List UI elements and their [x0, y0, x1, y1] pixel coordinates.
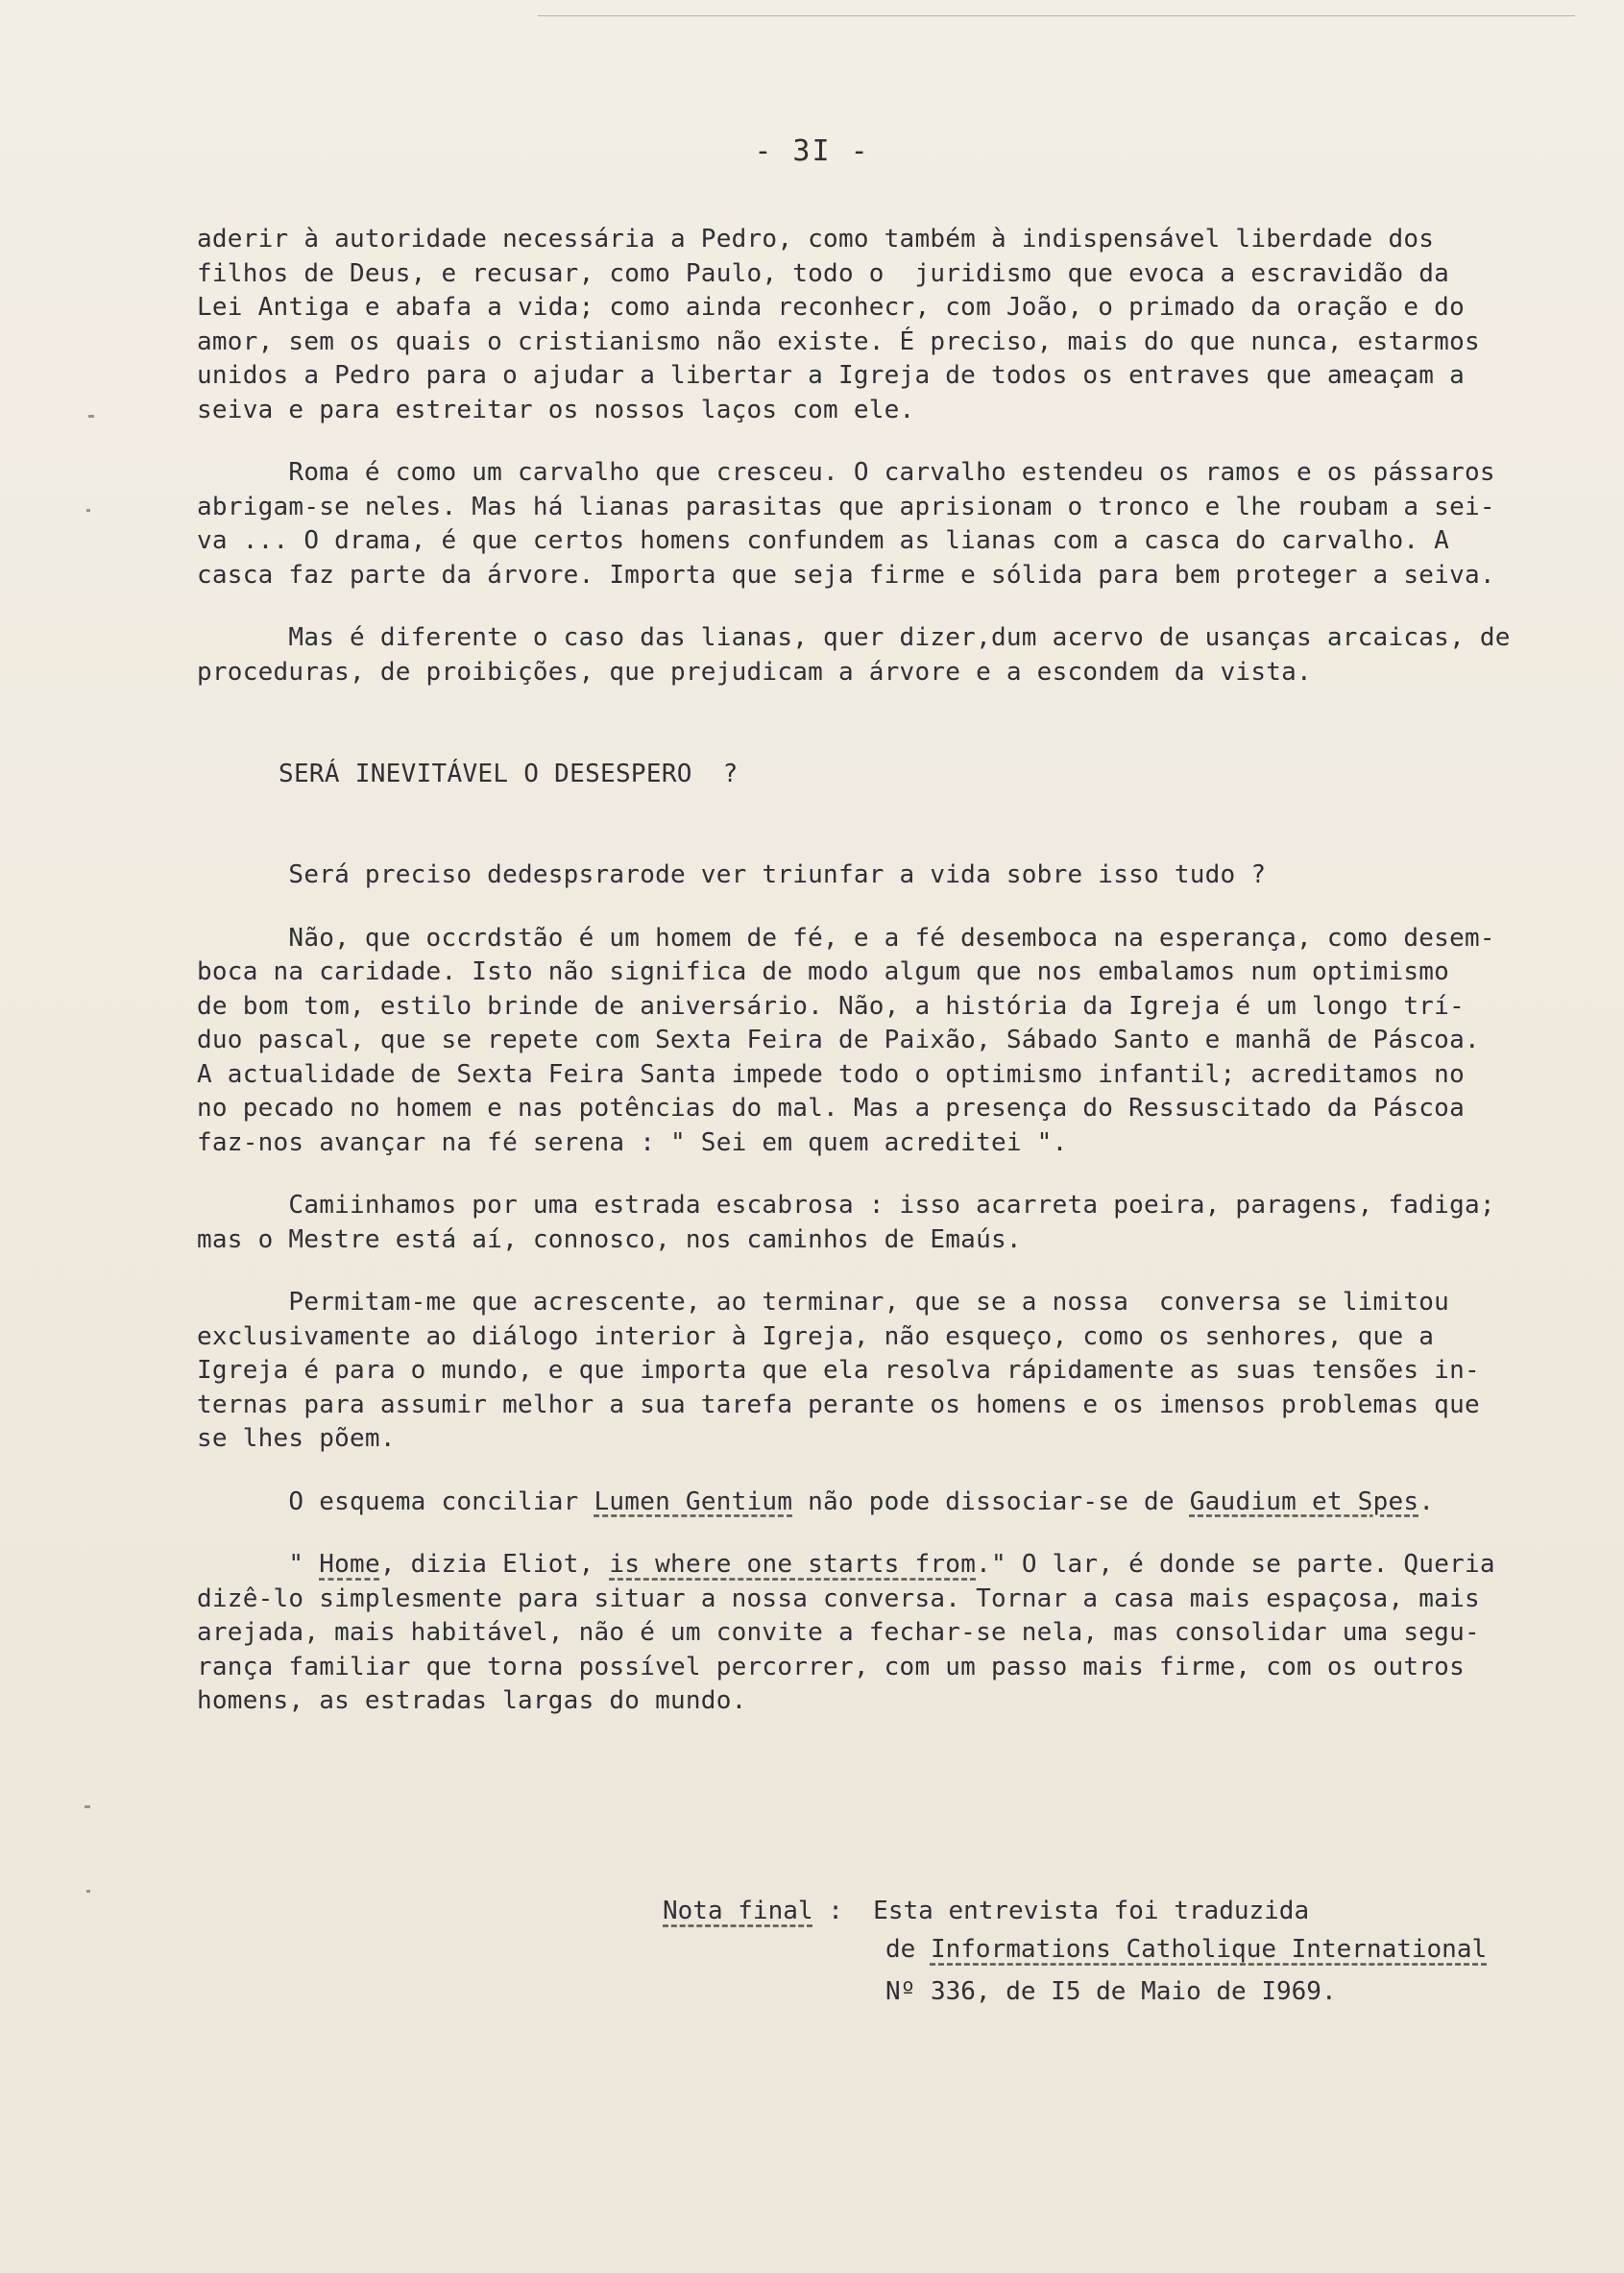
text-line: Permitam-me que acrescente, ao terminar, que se a nossa conversa se limitou [197, 1288, 1450, 1317]
text-line: mas o Mestre está aí, connosco, nos caminhos de Emaús. [197, 1224, 1022, 1254]
text-line: va ... O drama, é que certos homens confundem as lianas com a casca do carvalho. A [197, 526, 1450, 555]
text-fragment: ." O lar, é donde se parte. Queria [976, 1550, 1495, 1579]
text-line: aderir à autoridade necessária a Pedro, como também à indispensável liberdade dos [197, 225, 1435, 254]
underlined-quote: is where one starts from [609, 1550, 977, 1579]
underlined-quote: Home [319, 1550, 380, 1579]
text-line: abrigam-se neles. Mas há lianas parasitas que aprisionam o tronco e lhe roubam a sei- [197, 492, 1495, 521]
text-line: casca faz parte da árvore. Importa que seja firme e sólida para bem proteger a seiva. [197, 560, 1495, 590]
paragraph [197, 1548, 1537, 1719]
text-line: filhos de Deus, e recusar, como Paulo, todo o juridismo que evoca a escravidão da [197, 258, 1450, 288]
note-text: Esta entrevista foi traduzida [873, 1897, 1310, 1925]
margin-mark [86, 1890, 90, 1893]
text-line: Não, que occrdstão é um homem de fé, e a fé desemboca na esperança, como desem- [197, 923, 1495, 953]
underlined-title: Lumen Gentium [594, 1487, 793, 1516]
text-line: Lei Antiga e abafa a vida; como ainda reconhecr, com João, o primado da oração e do [197, 293, 1465, 322]
text-fragment: . [1418, 1487, 1435, 1516]
paragraph [197, 1189, 1537, 1257]
note-separator: : [812, 1897, 874, 1925]
text-line: dizê-lo simplesmente para situar a nossa conversa. Tornar a casa mais espaçosa, mais [197, 1584, 1480, 1613]
text-line: faz-nos avançar na fé serena : " Sei em quem acreditei ". [197, 1127, 1068, 1157]
page-number: - 3I - [754, 134, 870, 168]
text-line [197, 1486, 1537, 1520]
text-line: Camiinhamos por uma estrada escabrosa : isso acarreta poeira, paragens, fadiga; [197, 1191, 1495, 1220]
text-line: unidos a Pedro para o ajudar a libertar a Igreja de todos os entraves que ameaçam a [197, 361, 1465, 390]
paragraph [197, 223, 1537, 427]
section-heading: SERÁ INEVITÁVEL O DESESPERO ? [279, 760, 739, 788]
note-line [663, 1930, 1546, 1969]
margin-mark [86, 509, 90, 512]
text-line: exclusivamente ao diálogo interior à Igreja, não esqueço, como os senhores, que a [197, 1321, 1435, 1351]
text-line: Roma é como um carvalho que cresceu. O carvalho estendeu os ramos e os pássaros [197, 458, 1495, 487]
text-line: de bom tom, estilo brinde de aniversário. Não, a história da Igreja é um longo trí- [197, 991, 1465, 1021]
margin-mark [85, 1805, 90, 1808]
text-line [197, 1548, 1537, 1583]
text-fragment: " [197, 1550, 320, 1579]
text-fragment: O esquema conciliar [197, 1487, 594, 1516]
text-line: rança familiar que torna possível percorrer, com um passo mais firme, com os outros [197, 1652, 1465, 1681]
body-text [197, 223, 1537, 1719]
text-line: ternas para assumir melhor a sua tarefa perante os homens e os imensos problemas que [197, 1390, 1480, 1419]
margin-mark [88, 415, 94, 418]
text-line: no pecado no homem e nas potências do mal. Mas a presença do Ressuscitado da Páscoa [197, 1094, 1465, 1123]
text-fragment: , dizia Eliot, [379, 1550, 610, 1579]
text-line: Igreja é para o mundo, e que importa que ela resolva rápidamente as suas tensões in- [197, 1356, 1480, 1385]
top-rule [538, 15, 1575, 16]
paragraph [197, 858, 1537, 893]
text-line: se lhes põem. [197, 1424, 396, 1453]
note-label: Nota final [663, 1897, 813, 1925]
underlined-title: Gaudium et Spes [1189, 1487, 1419, 1516]
text-line: homens, as estradas largas do mundo. [197, 1686, 747, 1715]
text-line: amor, sem os quais o cristianismo não existe. É preciso, mais do que nunca, estarmos [197, 326, 1480, 356]
paragraph [197, 1286, 1537, 1457]
text-line: A actualidade de Sexta Feira Santa impede todo o optimismo infantil; acreditamos no [197, 1059, 1465, 1089]
text-fragment: não pode dissociar-se de [792, 1487, 1190, 1516]
text-line: duo pascal, que se repete com Sexta Feira de Paixão, Sábado Santo e manhã de Páscoa. [197, 1026, 1480, 1054]
text-line: arejada, mais habitável, não é um convite a fechar-se nela, mas consolidar uma segu- [197, 1618, 1480, 1647]
final-note [663, 1892, 1546, 2011]
note-line [663, 1892, 1546, 1930]
publication-title: Informations Catholique International [930, 1935, 1488, 1964]
paragraph [197, 456, 1537, 592]
text-line: boca na caridade. Isto não significa de modo algum que nos embalamos num optimismo [197, 957, 1450, 986]
text-line: proceduras, de proibições, que prejudicam a árvore e a escondem da vista. [197, 657, 1312, 687]
paragraph [197, 922, 1537, 1161]
paragraph [197, 621, 1537, 689]
note-line: Nº 336, de I5 de Maio de I969. [885, 1977, 1337, 2006]
text-line: Será preciso dedespsrarode ver triunfar a vida sobre isso tudo ? [197, 860, 1267, 889]
text-line: seiva e para estreitar os nossos laços com ele. [197, 395, 915, 424]
note-text: de [885, 1935, 931, 1964]
text-line: Mas é diferente o caso das lianas, quer dizer,dum acervo de usanças arcaicas, de [197, 623, 1511, 652]
